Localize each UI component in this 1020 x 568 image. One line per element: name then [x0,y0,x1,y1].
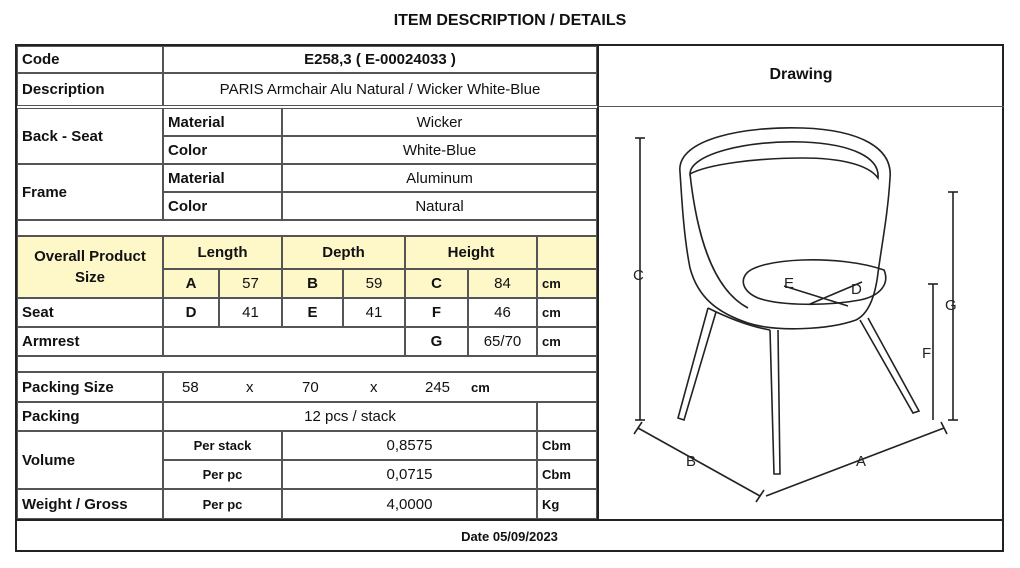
code-label: Code [17,46,163,73]
packing-size-cell [163,372,597,402]
back-seat-color-label: Color [163,136,282,164]
size-b-label: B [282,269,343,298]
frame-material-label: Material [163,164,282,192]
diagram-label-g: G [945,297,957,314]
packing-size-height: 245 [425,378,451,396]
length-header: Length [163,236,282,269]
chair-leg-front-left [678,308,716,420]
overall-size-label: Overall Product Size [17,236,163,298]
size-c-label: C [405,269,468,298]
spacer-row-2 [17,356,597,372]
size-a-label: A [163,269,219,298]
frame-label: Frame [17,164,163,220]
weight-per-pc-label: Per pc [163,489,282,519]
dim-b-tick-a [634,422,642,434]
packing-label: Packing [17,402,163,431]
size-b-value: 59 [343,269,405,298]
page-title: ITEM DESCRIPTION / DETAILS [393,12,627,29]
packing-size-depth: 70 [302,378,319,396]
diagram-label-c: C [633,267,644,284]
armrest-label: Armrest [17,327,163,356]
depth-header: Depth [282,236,405,269]
packing-size-label: Packing Size [17,372,163,402]
seat-f-value: 46 [468,298,537,327]
seat-unit: cm [537,298,597,327]
date-footer: Date 05/09/2023 [461,528,558,544]
frame-color-value: Natural [282,192,597,220]
dim-a-line [766,428,944,496]
diagram-label-e: E [784,275,795,292]
back-seat-material-label: Material [163,108,282,136]
back-seat-material-value: Wicker [282,108,597,136]
volume-per-pc-label: Per pc [163,460,282,489]
packing-value: 12 pcs / stack [163,402,537,431]
armrest-blank [163,327,405,356]
packing-size-x2: x [370,378,378,396]
weight-unit: Kg [537,489,597,519]
packing-size-unit: cm [471,379,490,395]
armchair-drawing [598,108,1004,520]
packing-size-x1: x [246,378,254,396]
seat-label: Seat [17,298,163,327]
armrest-g-value: 65/70 [468,327,537,356]
drawing-title-rule [597,106,1004,107]
weight-label: Weight / Gross [17,489,163,519]
diagram-label-b: B [686,453,697,470]
volume-per-pc-unit: Cbm [537,460,597,489]
packing-unit-blank [537,402,597,431]
height-header: Height [405,236,537,269]
seat-e-label: E [282,298,343,327]
chair-leg-back [770,330,780,474]
frame-material-value: Aluminum [282,164,597,192]
packing-size-width: 58 [182,378,199,396]
seat-d-value: 41 [219,298,282,327]
diagram-label-f: F [922,345,932,362]
code-value: E258,3 ( E-00024033 ) [163,46,597,73]
volume-label: Volume [17,431,163,489]
size-c-value: 84 [468,269,537,298]
chair-shell-inner [690,142,878,178]
weight-value: 4,0000 [282,489,537,519]
back-seat-label: Back - Seat [17,108,163,164]
volume-per-stack-label: Per stack [163,431,282,460]
size-unit: cm [537,269,597,298]
armrest-g-label: G [405,327,468,356]
dim-b-tick-b [756,490,764,502]
diagram-label-a: A [856,453,867,470]
dim-b-line [638,428,760,496]
description-value: PARIS Armchair Alu Natural / Wicker White-Blue [163,73,597,106]
armrest-unit: cm [537,327,597,356]
spacer-row [17,220,597,236]
volume-per-stack-value: 0,8575 [282,431,537,460]
unit-header-blank [537,236,597,269]
seat-f-label: F [405,298,468,327]
back-seat-color-value: White-Blue [282,136,597,164]
seat-d-label: D [163,298,219,327]
seat-e-value: 41 [343,298,405,327]
description-label: Description [17,73,163,106]
frame-color-label: Color [163,192,282,220]
volume-per-stack-unit: Cbm [537,431,597,460]
size-a-value: 57 [219,269,282,298]
volume-per-pc-value: 0,0715 [282,460,537,489]
chair-leg-front-right [860,318,919,413]
chair-seat [743,260,885,304]
drawing-title: Drawing [769,66,833,83]
diagram-label-d: D [851,281,862,298]
